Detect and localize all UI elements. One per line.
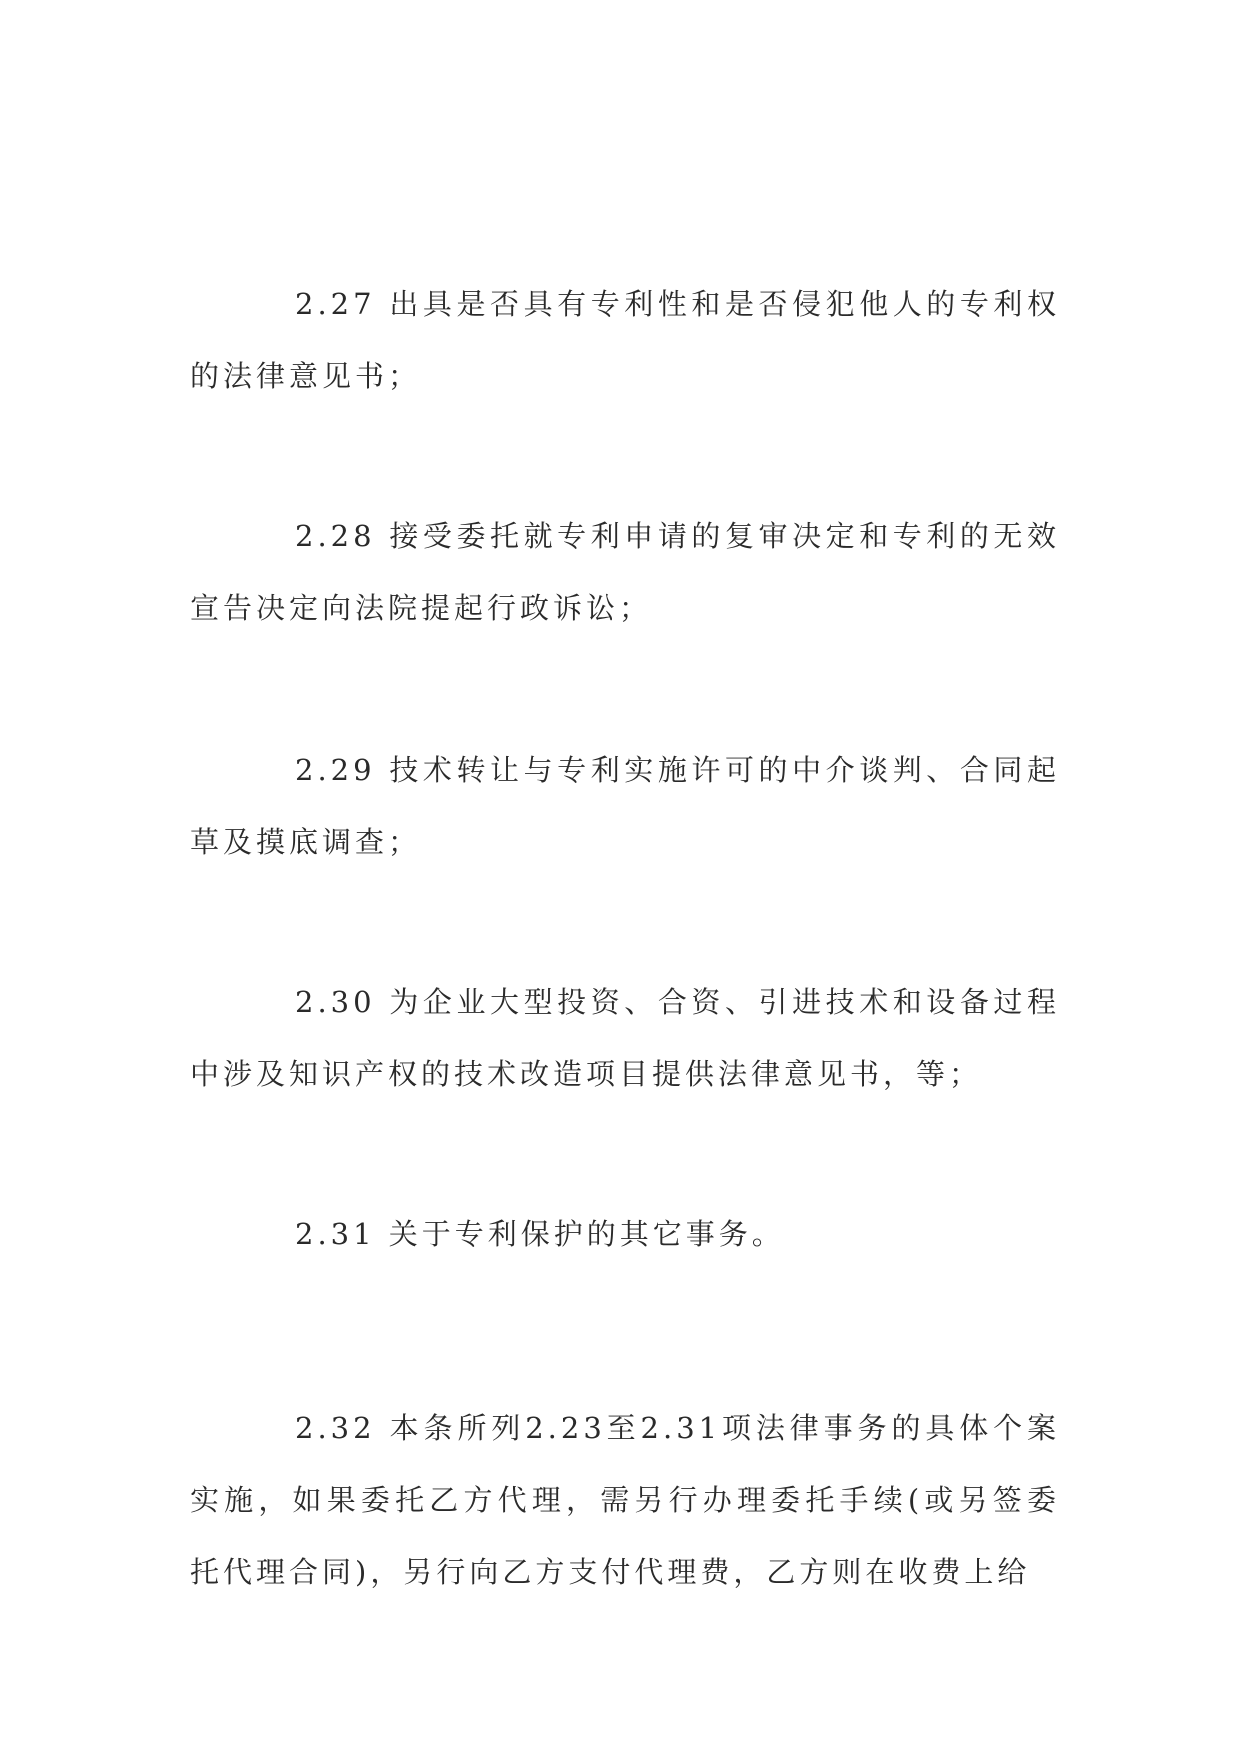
- paragraph-2-29: 2.29 技术转让与专利实施许可的中介谈判、合同起草及摸底调查；: [190, 753, 1060, 859]
- paragraph-2-30: 2.30 为企业大型投资、合资、引进技术和设备过程中涉及知识产权的技术改造项目提供法律意见书，等；: [190, 985, 1060, 1091]
- paragraph-2-31: 2.31 关于专利保护的其它事务。: [295, 1217, 785, 1251]
- paragraph-2-28: 2.28 接受委托就专利申请的复审决定和专利的无效宣告决定向法院提起行政诉讼；: [190, 519, 1060, 625]
- paragraph-2-32: 2.32 本条所列2.23至2.31项法律事务的具体个案实施，如果委托乙方代理，需另行办理委托手续(或另签委托代理合同)，另行向乙方支付代理费，乙方则在收费上给: [190, 1411, 1060, 1589]
- paragraph-2-27: 2.27 出具是否具有专利性和是否侵犯他人的专利权的法律意见书；: [190, 287, 1060, 393]
